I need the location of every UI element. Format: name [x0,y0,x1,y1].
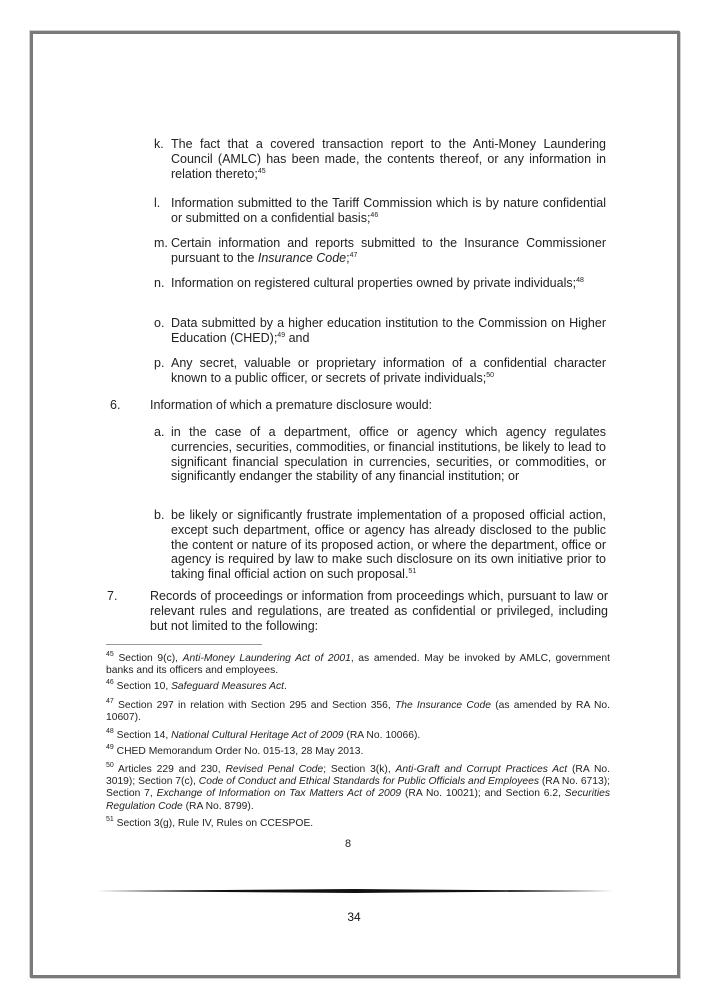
footnote-text: (RA No. 10021); and Section 6.2, [401,788,565,800]
footnote-ref[interactable]: 49 [277,331,286,339]
footnote-48 [106,730,610,742]
section-number: 7. [107,589,118,603]
footnote-title: National Cultural Heritage Act of 2009 [171,730,344,741]
section-6 [110,398,608,413]
footnote-46 [106,681,610,693]
item-marker: m. [154,236,168,250]
item-text: in the case of a department, office or agency which agency regulates currencies, securities, commodities, or financial institutions, be likely to lead to significant financial speculation in currencies, securities, or commodities, or significantly endanger the stability of any financial institution; or [171,425,606,484]
footnote-text: (RA No. 3019); Section 7(c), [106,764,610,788]
footnote-number: 49 [106,744,114,751]
item-marker: p. [154,356,165,370]
item-text: Data submitted by a higher education institution to the Commission on Higher Education (CHED); [171,316,606,345]
footnote-title: Anti-Money Laundering Act of 2001 [182,653,351,664]
footnote-number: 48 [106,728,114,735]
footnote-title: Exchange of Information on Tax Matters Act of 2009 [156,788,402,800]
item-marker: b. [154,508,165,522]
footnote-47 [106,700,610,724]
footnote-text: CHED Memorandum Order No. 015-13, 28 May 2013. [116,746,364,757]
footnote-text: Section 3(g), Rule IV, Rules on CCESPOE. [116,818,314,829]
footnote-text: Section 14, [116,730,172,741]
footnote-45 [106,653,610,677]
footnote-text: . [284,681,287,692]
footnote-number: 51 [106,816,114,823]
footnote-text: (RA No. 6713); Section 7, [106,776,611,800]
page-number: 8 [344,838,352,850]
item-text: Information on registered cultural properties owned by private individuals; [171,276,577,290]
footnote-ref[interactable]: 45 [257,167,266,175]
footnote-text: , as amended. May be invoked by AMLC, government banks and its officers and employees. [106,653,610,677]
list-item-6b [154,508,606,582]
footnote-ref[interactable]: 47 [349,251,358,259]
footnote-number: 45 [106,651,114,658]
footnote-title: Code of Conduct and Ethical Standards for Public Officials and Employees [198,776,539,788]
item-tail: and [285,330,310,345]
item-text-after: ; [346,250,350,265]
footnote-text: Section 297 in relation with Section 295 and Section 356, [118,700,395,711]
footnote-text: ; Section 3(k), [323,764,396,775]
section-number: 6. [110,398,121,412]
footnote-51 [106,818,610,830]
list-item-p [154,356,606,386]
item-text: be likely or significantly frustrate implementation of a proposed official action, except such department, office or agency has already disclosed to the public the content or nature of its proposed action, or where the department, office or agency is required by law to make such disclosure on its own initiative prior to taking final official action on such proposal. [171,508,606,582]
footnote-number: 47 [106,698,114,705]
item-marker: k. [154,137,164,151]
footnote-title: Revised Penal Code [225,764,324,775]
footnote-text: Section 10, [116,681,172,692]
footnote-ref[interactable]: 50 [486,371,495,379]
footnote-49 [106,746,610,758]
item-marker: a. [154,425,165,439]
footnote-separator [106,644,262,645]
footnote-ref[interactable]: 51 [408,568,417,576]
list-item-l [154,196,606,226]
footnote-number: 50 [106,762,114,769]
list-item-k [154,137,606,181]
item-italic: Insurance Code [257,250,347,265]
section-7 [107,589,608,633]
item-text: Certain information and reports submitted to the Insurance Commissioner pursuant to the [171,236,606,265]
item-text: Information submitted to the Tariff Commission which is by nature confidential or submitted on a confidential basis; [171,196,606,225]
footnote-text: Section 9(c), [118,653,183,664]
footer-rule [97,889,613,893]
footnote-50 [106,764,610,813]
list-item-o [154,316,606,346]
item-marker: o. [154,316,165,330]
list-item-6a [154,425,606,484]
item-marker: n. [154,276,165,290]
section-text: Information of which a premature disclosure would: [150,398,433,412]
item-text: The fact that a covered transaction report to the Anti-Money Laundering Council (AMLC) has been made, the contents thereof, or any information in relation thereto; [171,137,606,181]
footnote-text: (as amended by RA No. 10607). [106,700,610,724]
footnote-title: Anti-Graft and Corrupt Practices Act [395,764,568,775]
footnote-text: Articles 229 and 230, [118,764,226,775]
footnote-title: Safeguard Measures Act [171,681,285,692]
footnote-ref[interactable]: 48 [576,277,584,284]
footnote-text: (RA No. 8799). [182,800,254,812]
list-item-n [154,276,606,291]
item-marker: l. [154,196,161,210]
item-text: Any secret, valuable or proprietary information of a confidential character known to a public officer, or secrets of private individuals; [171,356,606,385]
footnote-ref[interactable]: 46 [370,211,379,219]
footer-page-number: 34 [347,910,361,924]
footnote-text: (RA No. 10066). [343,730,421,741]
footnote-title: The Insurance Code [394,700,491,711]
section-text: Records of proceedings or information from proceedings which, pursuant to law or relevant rules and regulations, are treated as confidential or privileged, including but not limited to the following: [150,589,608,633]
footnote-title: Securities Regulation Code [106,788,611,812]
footnote-number: 46 [106,679,114,686]
list-item-m [154,236,606,266]
